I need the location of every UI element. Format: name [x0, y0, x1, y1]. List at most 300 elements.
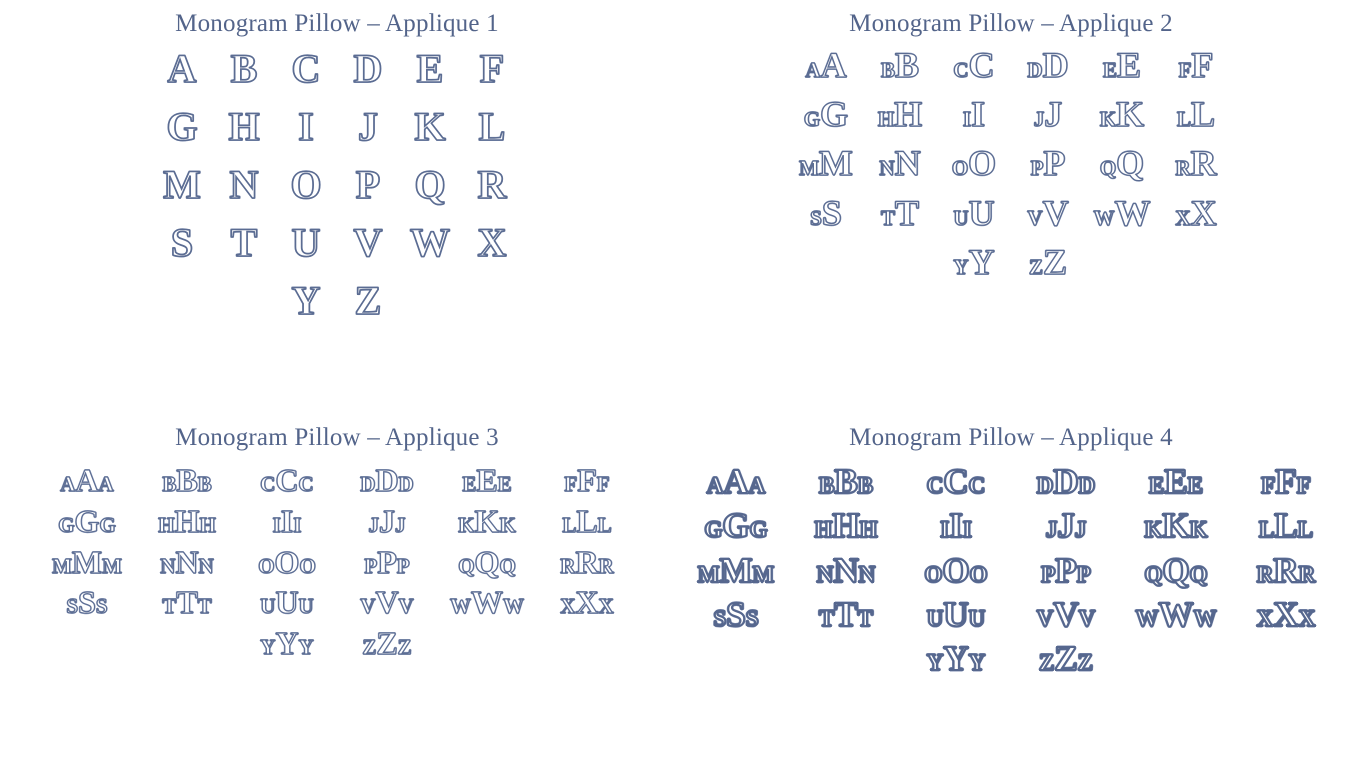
letter-center: J	[1057, 506, 1075, 546]
letter-right: Z	[397, 635, 412, 660]
letter-triple-glyph	[41, 503, 133, 540]
letter-center: N	[833, 550, 859, 590]
letter-triple-glyph	[906, 551, 1006, 591]
letter-right: L	[1297, 517, 1314, 543]
letter-right: H	[199, 512, 216, 537]
letter-triple-glyph	[241, 625, 333, 662]
letter-pair-glyph	[1017, 241, 1079, 284]
alphabet-row	[681, 595, 1341, 635]
letter-pair-glyph	[1017, 44, 1079, 87]
letter-triple-glyph	[41, 544, 133, 581]
letter-right: W	[503, 594, 524, 619]
letter-left: P	[1041, 561, 1056, 587]
alphabet-row	[151, 102, 523, 152]
letter-large: I	[971, 94, 986, 135]
letter-center: X	[575, 584, 599, 621]
letter-left: W	[450, 594, 471, 619]
letter-large: B	[895, 45, 920, 85]
letter-right: Y	[298, 635, 314, 660]
letter-left: K	[458, 512, 475, 537]
letter-glyph: U	[291, 220, 321, 265]
letter-small: D	[1027, 58, 1043, 82]
applique-panel-4	[674, 410, 1348, 765]
letter-center: W	[471, 584, 503, 621]
letter-triple-glyph	[441, 584, 533, 621]
letter-left: V	[360, 594, 376, 619]
letter-left: X	[1256, 605, 1274, 631]
letter-right: I	[962, 517, 972, 543]
letter-triple-glyph	[41, 462, 133, 499]
letter-triple-glyph	[1126, 551, 1226, 591]
letter-triple-glyph	[686, 595, 786, 635]
letter-glyph: S	[170, 220, 194, 265]
letter-left: U	[926, 605, 944, 631]
letter-small: H	[877, 107, 895, 132]
letter-left: M	[52, 553, 72, 578]
letter-triple-glyph	[1236, 551, 1336, 591]
letter-pair-glyph	[1091, 192, 1153, 235]
applique-panel-1	[0, 0, 674, 410]
letter-left: L	[562, 512, 577, 537]
letter-small: Z	[1028, 254, 1043, 279]
alphabet-row	[681, 551, 1341, 591]
letter-center: Q	[474, 543, 500, 580]
letter-center: O	[274, 543, 300, 580]
alphabet-row	[789, 93, 1233, 136]
letter-right: Y	[968, 650, 986, 675]
letter-triple-glyph	[686, 506, 786, 546]
letter-pair-glyph	[1091, 93, 1153, 136]
letter-left: E	[462, 472, 477, 496]
letter-glyph: J	[358, 104, 378, 149]
letter-left: R	[560, 553, 576, 578]
letter-left: F	[1261, 473, 1276, 498]
letter-glyph: K	[414, 104, 446, 149]
letter-small: Y	[953, 254, 969, 279]
letter-small: C	[953, 58, 969, 82]
letter-left: W	[1135, 605, 1159, 631]
letter-large: L	[1191, 94, 1216, 135]
letter-center: V	[375, 584, 399, 621]
letter-glyph: W	[410, 220, 450, 265]
letter-left: I	[940, 517, 950, 543]
letter-glyph: G	[166, 104, 198, 149]
letter-center: W	[1158, 594, 1194, 634]
letter-left: N	[160, 553, 176, 578]
letter-triple-glyph	[1236, 595, 1336, 635]
letter-large: C	[968, 45, 995, 85]
letter-center: F	[1275, 462, 1297, 501]
letter-right: R	[1298, 561, 1316, 587]
letter-pair-glyph	[943, 192, 1005, 235]
letter-left: Q	[1144, 561, 1163, 587]
letter-right: S	[95, 594, 108, 619]
letter-triple-glyph	[541, 584, 633, 621]
letter-right: N	[858, 561, 876, 587]
letter-right: Q	[1189, 561, 1208, 587]
letter-large: S	[821, 192, 842, 233]
letter-large: R	[1190, 143, 1217, 184]
letter-large: Z	[1043, 241, 1068, 282]
letter-large: X	[1190, 192, 1217, 233]
letter-pair-glyph	[1017, 93, 1079, 136]
letter-small: F	[1178, 58, 1192, 82]
letter-triple-glyph	[1016, 595, 1116, 635]
letter-left: M	[697, 561, 720, 587]
letter-triple-glyph	[796, 462, 896, 502]
letter-left: P	[364, 553, 378, 578]
letter-glyph: T	[230, 220, 258, 265]
letter-center: N	[175, 543, 199, 580]
letter-right: N	[198, 553, 214, 578]
letter-left: Y	[926, 650, 944, 675]
letter-small: R	[1175, 156, 1191, 181]
letter-triple-glyph	[441, 503, 533, 540]
letter-right: P	[1076, 561, 1091, 587]
letter-glyph: D	[353, 46, 383, 91]
applique-panel-2	[674, 0, 1348, 410]
letter-left: G	[704, 517, 723, 543]
letter-center: M	[71, 543, 103, 580]
alphabet-row	[789, 192, 1233, 235]
letter-glyph: X	[477, 220, 507, 265]
alphabet-row	[681, 506, 1341, 546]
alphabet-row	[37, 503, 637, 540]
letter-left: B	[818, 473, 835, 498]
letter-glyph: V	[353, 220, 383, 265]
letter-small: V	[1027, 205, 1043, 230]
letter-pair-glyph	[1017, 192, 1079, 235]
letter-right: Q	[499, 553, 516, 578]
alphabet-grid-3	[37, 462, 637, 666]
letter-pair-glyph	[1165, 142, 1227, 185]
letter-right: R	[598, 553, 614, 578]
letter-center: S	[726, 594, 746, 634]
letter-pair-glyph	[795, 142, 857, 185]
letter-large: G	[820, 94, 849, 135]
letter-triple-glyph	[906, 639, 1006, 679]
letter-small: X	[1175, 205, 1191, 230]
letter-triple-glyph	[441, 462, 533, 499]
letter-pair-glyph	[1017, 142, 1079, 185]
letter-small: O	[951, 156, 969, 181]
letter-triple-glyph	[1236, 506, 1336, 546]
letter-left: F	[564, 472, 578, 496]
letter-left: X	[560, 594, 576, 619]
letter-left: I	[272, 512, 281, 537]
letter-right: B	[857, 473, 874, 498]
letter-left: C	[926, 473, 944, 498]
letter-right: D	[1078, 473, 1096, 498]
letter-right: G	[749, 517, 768, 543]
letter-center: E	[476, 462, 498, 498]
letter-large: F	[1191, 45, 1214, 85]
letter-triple-glyph	[1126, 462, 1226, 502]
letter-left: T	[162, 594, 177, 619]
letter-left: L	[1258, 517, 1275, 543]
alphabet-row	[789, 142, 1233, 185]
letter-right: O	[969, 561, 988, 587]
letter-large: U	[968, 192, 995, 233]
letter-triple-glyph	[341, 503, 433, 540]
letter-small: S	[810, 205, 822, 230]
letter-pair-glyph	[869, 142, 931, 185]
letter-triple-glyph	[906, 595, 1006, 635]
letter-center: U	[275, 584, 299, 621]
letter-right: U	[968, 605, 986, 631]
letter-small: T	[880, 205, 895, 230]
letter-left: S	[713, 605, 727, 631]
letter-large: J	[1044, 94, 1063, 135]
letter-left: K	[1144, 517, 1163, 543]
letter-right: L	[597, 512, 612, 537]
letter-center: S	[78, 584, 96, 621]
letter-triple-glyph	[241, 584, 333, 621]
letter-center: L	[576, 502, 598, 539]
letter-right: W	[1193, 605, 1217, 631]
letter-large: H	[894, 94, 923, 135]
letter-right: K	[1189, 517, 1208, 543]
letter-triple-glyph	[541, 544, 633, 581]
letter-left: A	[706, 473, 724, 498]
letter-small: L	[1176, 107, 1191, 132]
letter-triple-glyph	[1016, 639, 1116, 679]
letter-triple-glyph	[906, 462, 1006, 502]
letter-large: E	[1117, 45, 1142, 85]
letter-center: X	[1273, 594, 1299, 634]
letter-right: J	[395, 512, 406, 537]
letter-small: U	[953, 205, 969, 230]
letter-small: I	[962, 107, 972, 132]
alphabet-row	[151, 160, 523, 210]
letter-right: I	[293, 512, 302, 537]
letter-right: B	[197, 472, 212, 496]
letter-center: A	[723, 462, 749, 501]
letter-center: B	[834, 462, 858, 501]
letter-right: S	[745, 605, 759, 631]
letter-left: B	[162, 472, 177, 496]
letter-right: P	[396, 553, 410, 578]
letter-triple-glyph	[686, 462, 786, 502]
letter-left: Z	[362, 635, 377, 660]
letter-center: T	[176, 584, 198, 621]
letter-pair-glyph	[869, 44, 931, 87]
letter-left: O	[258, 553, 275, 578]
letter-glyph: L	[478, 104, 506, 149]
letter-center: T	[834, 594, 858, 634]
letter-right: V	[398, 594, 414, 619]
alphabet-grid-1	[151, 44, 523, 334]
letter-right: K	[499, 512, 516, 537]
letter-triple-glyph	[341, 462, 433, 499]
letter-glyph: M	[163, 162, 201, 207]
letter-left: J	[1045, 517, 1058, 543]
letter-center: D	[1053, 462, 1079, 501]
letter-triple-glyph	[1016, 462, 1116, 502]
letter-pair-glyph	[943, 44, 1005, 87]
alphabet-row	[681, 462, 1341, 502]
letter-glyph: H	[228, 104, 260, 149]
letter-large: T	[895, 192, 920, 233]
letter-glyph: E	[416, 46, 444, 91]
letter-left: Y	[260, 635, 276, 660]
alphabet-row	[151, 218, 523, 268]
letter-triple-glyph	[796, 506, 896, 546]
letter-triple-glyph	[686, 551, 786, 591]
letter-glyph: B	[230, 46, 258, 91]
applique-panel-3	[0, 410, 674, 765]
letter-triple-glyph	[1016, 551, 1116, 591]
letter-right: X	[598, 594, 614, 619]
alphabet-row	[37, 584, 637, 621]
letter-triple-glyph	[41, 584, 133, 621]
letter-left: Q	[458, 553, 475, 578]
letter-left: C	[260, 472, 276, 496]
letter-triple-glyph	[1126, 595, 1226, 635]
letter-pair-glyph	[795, 44, 857, 87]
letter-glyph: I	[298, 104, 314, 149]
letter-pair-glyph	[1091, 142, 1153, 185]
letter-triple-glyph	[141, 544, 233, 581]
letter-right: G	[99, 512, 116, 537]
letter-right: V	[1078, 605, 1096, 631]
alphabet-grid-2	[789, 44, 1233, 290]
alphabet-row	[37, 544, 637, 581]
letter-center: F	[577, 462, 597, 498]
letter-center: C	[943, 462, 969, 501]
letter-center: R	[1273, 550, 1299, 590]
letter-small: N	[879, 156, 895, 181]
letter-center: K	[1162, 506, 1190, 546]
letter-center: C	[275, 462, 299, 498]
letter-center: Z	[376, 625, 398, 662]
letter-triple-glyph	[796, 595, 896, 635]
letter-triple-glyph	[441, 544, 533, 581]
letter-pair-glyph	[1165, 192, 1227, 235]
letter-left: N	[816, 561, 834, 587]
letter-center: Y	[943, 639, 969, 678]
letter-glyph: Q	[414, 162, 446, 207]
letter-pair-glyph	[869, 93, 931, 136]
letter-left: S	[66, 594, 79, 619]
letter-right: J	[1074, 517, 1087, 543]
letter-pair-glyph	[869, 192, 931, 235]
letter-triple-glyph	[141, 462, 233, 499]
letter-center: M	[719, 550, 753, 590]
letter-left: V	[1036, 605, 1054, 631]
letter-glyph: R	[477, 162, 507, 207]
letter-glyph: O	[290, 162, 322, 207]
letter-center: I	[280, 502, 294, 539]
letter-center: R	[575, 543, 599, 580]
alphabet-row	[237, 625, 437, 662]
letter-right: M	[102, 553, 122, 578]
letter-large: P	[1043, 143, 1066, 184]
letter-left: A	[60, 472, 76, 496]
letter-triple-glyph	[241, 503, 333, 540]
alphabet-grid-4	[681, 462, 1341, 683]
letter-right: F	[1296, 473, 1311, 498]
letter-glyph: F	[479, 46, 505, 91]
letter-left: O	[924, 561, 943, 587]
letter-center: D	[375, 462, 399, 498]
letter-right: H	[859, 517, 878, 543]
letter-right: E	[1187, 473, 1204, 498]
letter-triple-glyph	[541, 503, 633, 540]
letter-left: D	[360, 472, 376, 496]
letter-center: P	[377, 543, 397, 580]
letter-right: U	[298, 594, 314, 619]
letter-glyph: P	[355, 162, 381, 207]
letter-large: Q	[1116, 143, 1145, 184]
panel-title-4: Monogram Pillow – Applique 4	[849, 424, 1173, 451]
letter-glyph: Y	[291, 278, 321, 323]
letter-center: L	[1274, 506, 1298, 546]
letter-triple-glyph	[541, 462, 633, 499]
letter-triple-glyph	[241, 462, 333, 499]
panel-title-2: Monogram Pillow – Applique 2	[849, 10, 1173, 37]
letter-triple-glyph	[341, 584, 433, 621]
letter-right: X	[1298, 605, 1316, 631]
letter-left: Z	[1038, 650, 1055, 675]
letter-large: A	[820, 45, 847, 85]
letter-large: W	[1114, 192, 1151, 233]
alphabet-row	[37, 462, 637, 499]
panel-title-3: Monogram Pillow – Applique 3	[175, 424, 499, 451]
letter-triple-glyph	[796, 551, 896, 591]
letter-large: Y	[968, 241, 995, 282]
letter-right: E	[497, 472, 512, 496]
letter-center: P	[1055, 550, 1077, 590]
alphabet-row	[789, 44, 1233, 87]
letter-left: H	[158, 512, 175, 537]
letter-triple-glyph	[141, 503, 233, 540]
letter-small: P	[1030, 156, 1044, 181]
letter-pair-glyph	[943, 241, 1005, 284]
letter-right: O	[299, 553, 316, 578]
letter-center: E	[1164, 462, 1188, 501]
letter-center: I	[949, 506, 963, 546]
letter-small: E	[1102, 58, 1117, 82]
letter-center: H	[832, 506, 860, 546]
letter-left: E	[1148, 473, 1165, 498]
letter-small: M	[799, 156, 819, 181]
letter-pair-glyph	[1165, 93, 1227, 136]
letter-left: H	[814, 517, 833, 543]
letter-right: D	[398, 472, 414, 496]
letter-glyph: N	[229, 162, 259, 207]
letter-center: U	[943, 594, 969, 634]
letter-small: W	[1093, 205, 1115, 230]
alphabet-row	[937, 241, 1085, 284]
letter-large: O	[968, 143, 997, 184]
letter-large: N	[894, 143, 921, 184]
letter-center: O	[942, 550, 970, 590]
letter-pair-glyph	[943, 93, 1005, 136]
letter-left: U	[260, 594, 276, 619]
letter-right: M	[752, 561, 775, 587]
letter-triple-glyph	[341, 625, 433, 662]
letter-center: K	[474, 502, 500, 539]
letter-triple-glyph	[1236, 462, 1336, 502]
letter-left: D	[1036, 473, 1054, 498]
letter-pair-glyph	[1091, 44, 1153, 87]
letter-glyph: A	[167, 46, 197, 91]
letter-triple-glyph	[1016, 506, 1116, 546]
letter-right: T	[857, 605, 874, 631]
letter-small: B	[880, 58, 895, 82]
letter-pair-glyph	[943, 142, 1005, 185]
